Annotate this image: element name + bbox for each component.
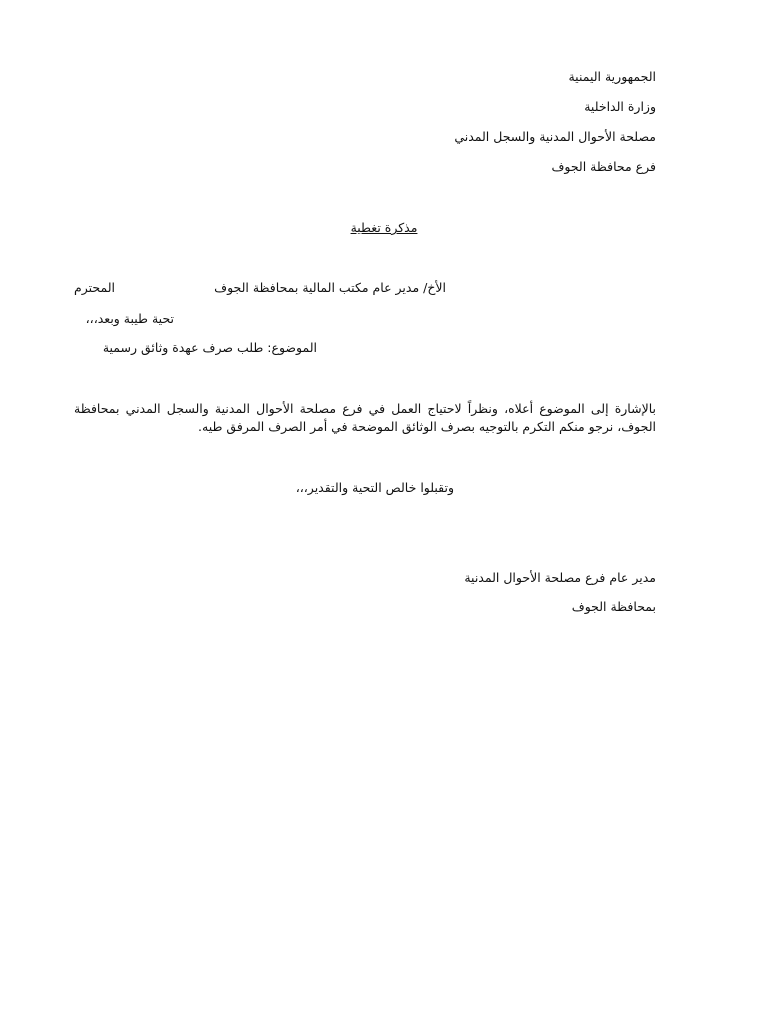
signature-region: بمحافظة الجوف (571, 599, 656, 614)
document-title (0, 219, 768, 237)
document-title-text: مذكرة تغطية (350, 220, 418, 235)
greeting: تحية طيبة وبعد،،، (85, 311, 174, 326)
closing: وتقبلوا خالص التحية والتقدير،،، (295, 480, 454, 495)
recipient-honorific: المحترم (74, 280, 115, 295)
signature-title: مدير عام فرع مصلحة الأحوال المدنية (464, 570, 656, 585)
subject: الموضوع: طلب صرف عهدة وثائق رسمية (102, 340, 317, 355)
header-ministry: وزارة الداخلية (584, 99, 656, 114)
recipient-addressee: الأخ/ مدير عام مكتب المالية بمحافظة الجوف (214, 280, 446, 295)
header-branch: فرع محافظة الجوف (551, 159, 656, 174)
header-country: الجمهورية اليمنية (568, 69, 656, 84)
body-paragraph: بالإشارة إلى الموضوع أعلاه، ونظراً لاحتياج العمل في فرع مصلحة الأحوال المدنية والسجل المدني بمحافظة الجوف، نرجو منكم التكرم بالتوجيه بصرف الوثائق الموضحة في أمر الصرف المرفق طيه. (74, 401, 656, 434)
header-authority: مصلحة الأحوال المدنية والسجل المدني (454, 129, 656, 144)
